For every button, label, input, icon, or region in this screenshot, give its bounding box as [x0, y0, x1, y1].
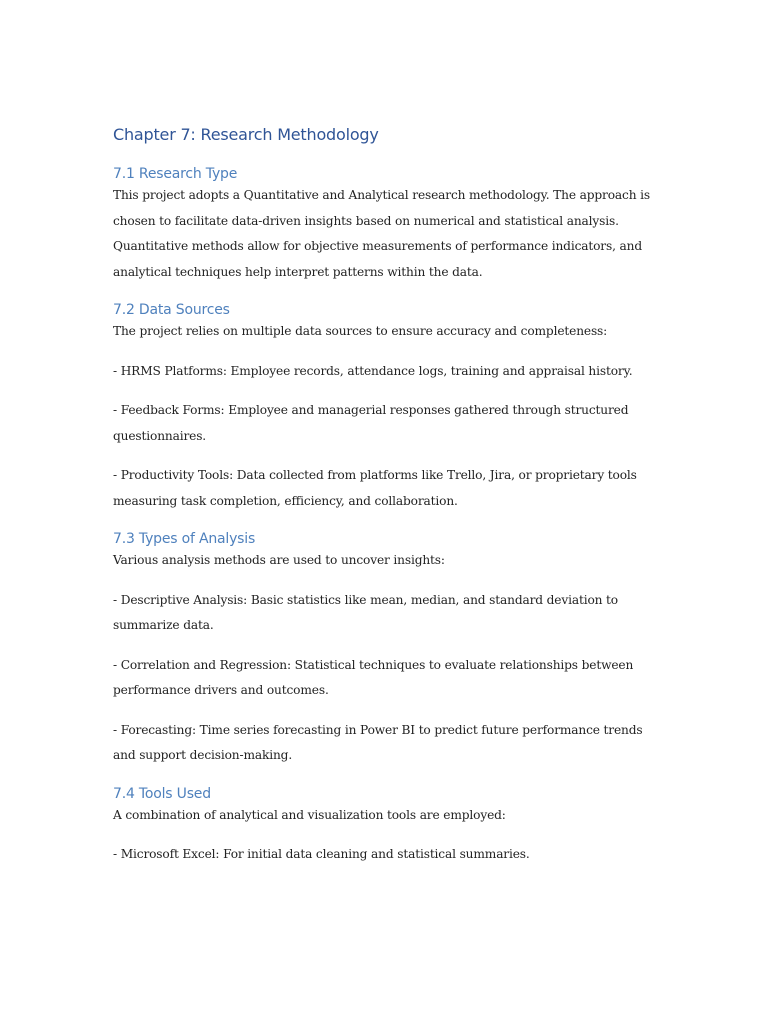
- paragraph: Various analysis methods are used to uncover insights:: [113, 553, 445, 567]
- list-item: - Forecasting: Time series forecasting in Power BI to predict future performance trends and support decision-making.: [113, 722, 643, 762]
- section-types-of-analysis: [113, 530, 658, 769]
- section-heading: 7.1 Research Type: [113, 166, 238, 182]
- section-research-type: [113, 165, 658, 285]
- list-item: - Correlation and Regression: Statistical techniques to evaluate relationships between performance drivers and outcomes.: [113, 657, 634, 697]
- section-tools-used: [113, 785, 658, 868]
- paragraph: A combination of analytical and visualization tools are employed:: [113, 807, 506, 822]
- section-data-sources: [113, 301, 658, 514]
- paragraph: This project adopts a Quantitative and Analytical research methodology. The approach is chosen to facilitate data-driven insights based on numerical and statistical analysis. Quantitative methods allow for objective measurements of performance indicators, and analytical techniques help interpret patterns within the data.: [113, 188, 650, 279]
- list-item: - Feedback Forms: Employee and managerial responses gathered through structured questionnaires.: [113, 403, 629, 443]
- list-item: - HRMS Platforms: Employee records, attendance logs, training and appraisal history.: [113, 363, 633, 378]
- document-body: [113, 124, 658, 868]
- section-heading: 7.3 Types of Analysis: [113, 531, 256, 547]
- list-item: - Microsoft Excel: For initial data cleaning and statistical summaries.: [113, 847, 530, 861]
- section-heading: 7.4 Tools Used: [113, 785, 211, 802]
- list-item: - Productivity Tools: Data collected from platforms like Trello, Jira, or proprietary tools measuring task completion, efficiency, and collaboration.: [113, 468, 637, 508]
- paragraph: The project relies on multiple data sources to ensure accuracy and completeness:: [113, 324, 608, 338]
- list-item: - Descriptive Analysis: Basic statistics like mean, median, and standard deviation to summarize data.: [113, 592, 618, 632]
- section-heading: 7.2 Data Sources: [113, 302, 230, 318]
- chapter-title: Chapter 7: Research Methodology: [113, 125, 379, 144]
